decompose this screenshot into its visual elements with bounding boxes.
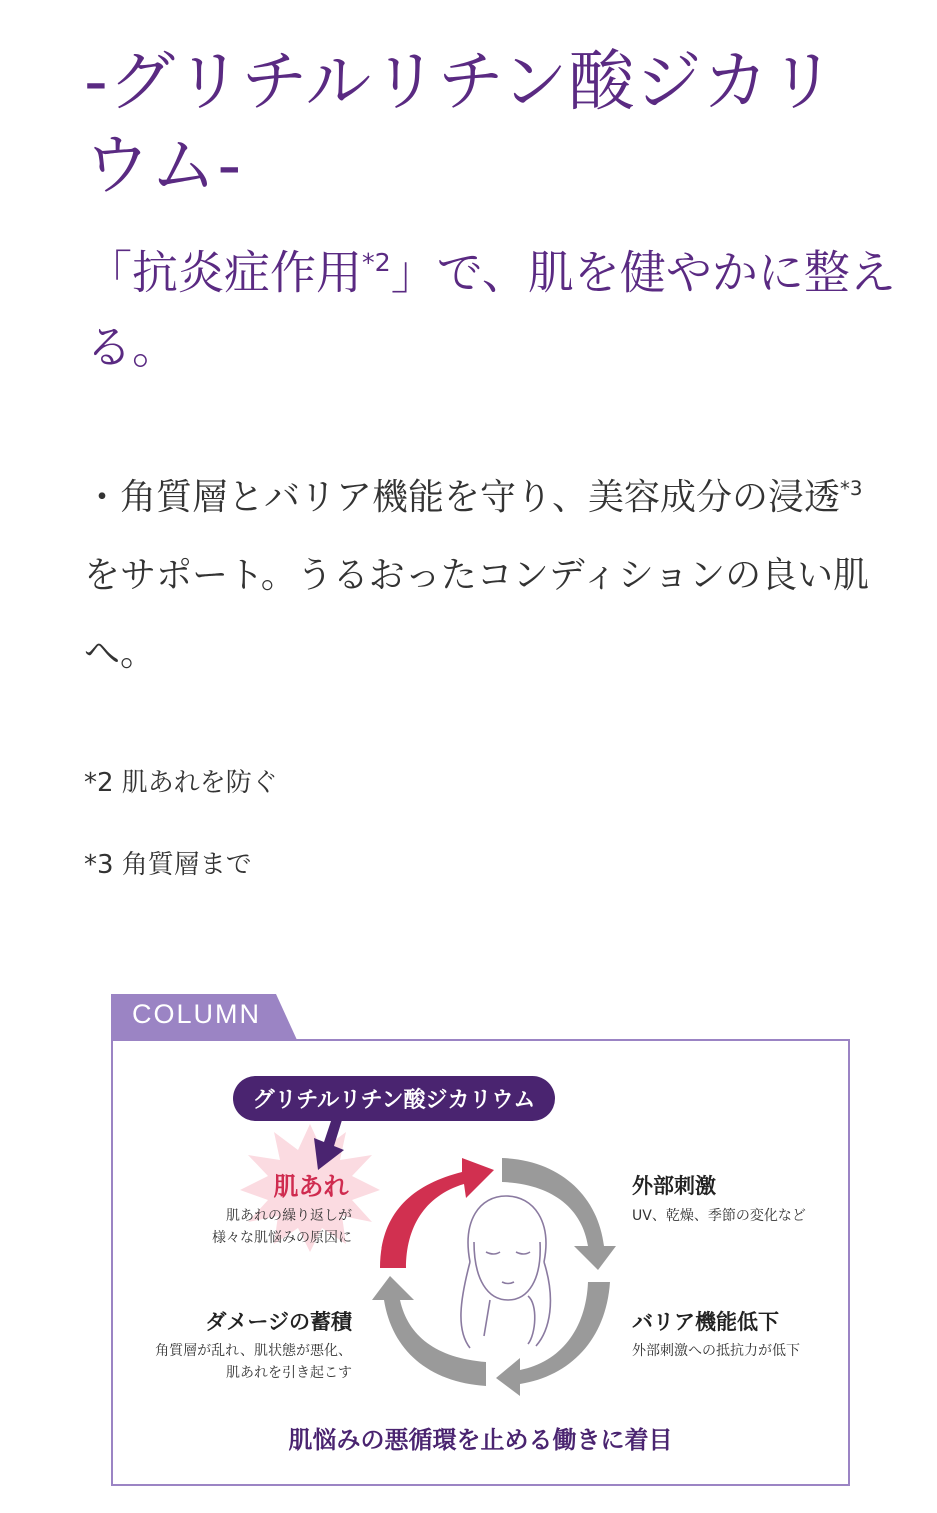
column-tab-label: COLUMN: [132, 999, 262, 1029]
skin-trouble-desc-2: 様々な肌悩みの原因に: [212, 1230, 352, 1246]
gray-cycle-arrow-left: [372, 1276, 486, 1386]
damage-title: ダメージの蓄積: [205, 1310, 352, 1334]
footnote-ref-2: *2: [362, 248, 391, 277]
footnote-2: *2 肌あれを防ぐ: [84, 768, 278, 798]
body-pre: ・角質層とバリア機能を守り、美容成分の浸透: [84, 476, 841, 518]
skin-trouble-title: 肌あれ: [273, 1172, 349, 1201]
body-post: をサポート。うるおったコンディションの良い肌へ。: [84, 554, 870, 674]
skin-trouble-desc-1: 肌あれの繰り返しが: [226, 1208, 352, 1224]
damage-desc-2: 肌あれを引き起こす: [226, 1365, 352, 1381]
face-illustration: [461, 1196, 550, 1348]
external-stimulus-desc: UV、乾燥、季節の変化など: [632, 1208, 806, 1224]
ingredient-pill: グリチルリチン酸ジカリウム: [233, 1076, 555, 1121]
footnote-ref-3: *3: [840, 477, 863, 500]
footnote-3: *3 角質層まで: [84, 850, 252, 880]
subtitle-post: 」で、肌を健やかに整える。: [86, 245, 896, 374]
red-cycle-arrow: [380, 1158, 494, 1268]
barrier-desc: 外部刺激への抵抗力が低下: [632, 1343, 800, 1359]
page-title: -グリチルリチン酸ジカリウム-: [84, 43, 837, 204]
barrier-title: バリア機能低下: [632, 1310, 779, 1334]
external-stimulus-title: 外部刺激: [632, 1174, 716, 1198]
bottom-message: 肌悩みの悪循環を止める働きに着目: [288, 1426, 673, 1454]
subtitle-pre: 「抗炎症作用: [86, 245, 362, 300]
damage-desc-1: 角質層が乱れ、肌状態が悪化、: [155, 1343, 352, 1359]
